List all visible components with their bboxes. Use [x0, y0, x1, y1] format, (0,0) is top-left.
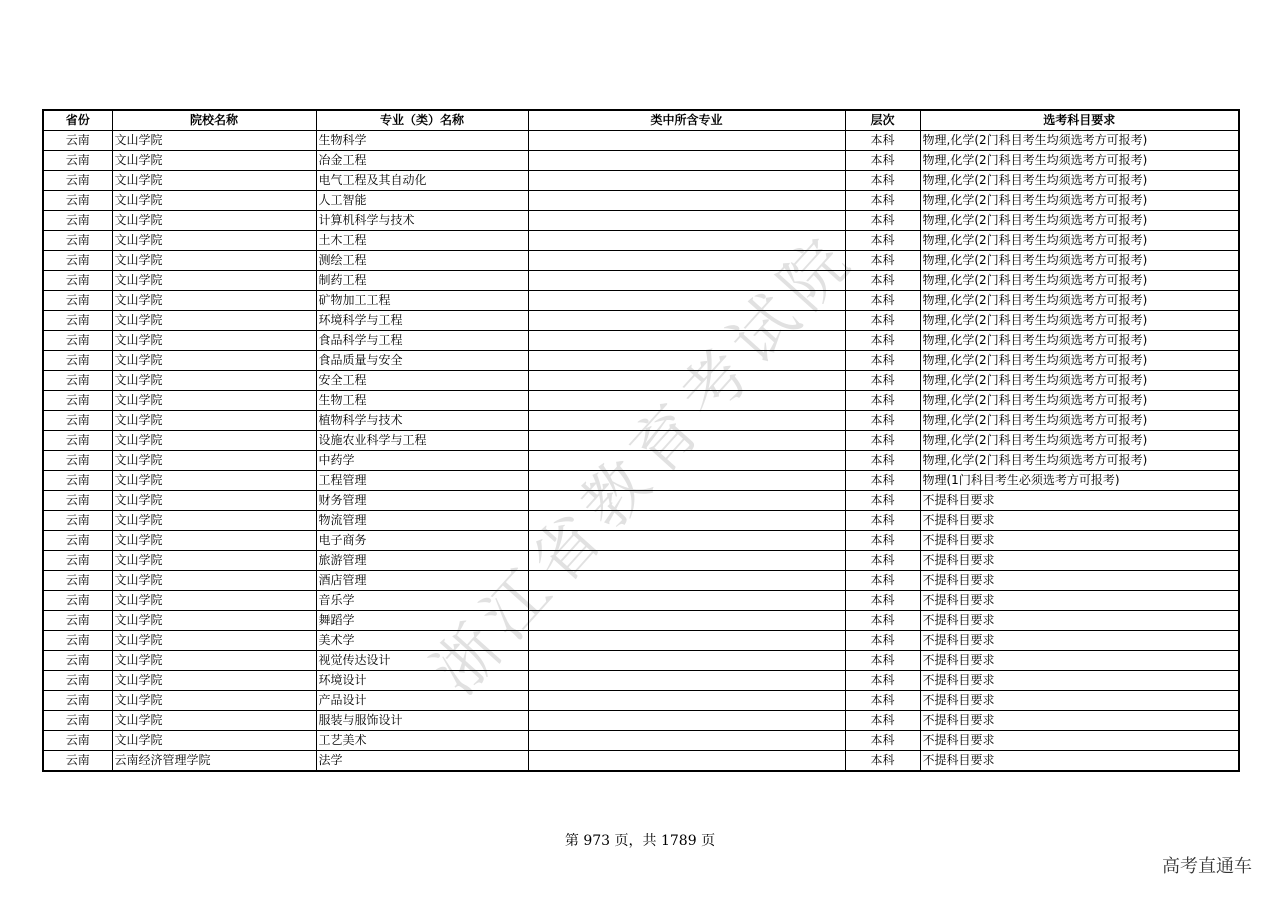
cell-level: 本科 — [845, 251, 920, 271]
cell-school: 文山学院 — [112, 411, 316, 431]
cell-major: 环境科学与工程 — [316, 311, 528, 331]
cell-subject-requirement: 物理,化学(2门科目考生均须选考方可报考) — [920, 211, 1239, 231]
cell-level: 本科 — [845, 471, 920, 491]
table-row — [43, 751, 1239, 772]
cell-major: 工艺美术 — [316, 731, 528, 751]
table-row — [43, 691, 1239, 711]
table-row — [43, 511, 1239, 531]
cell-major: 计算机科学与技术 — [316, 211, 528, 231]
cell-included-majors — [528, 131, 845, 151]
table-row — [43, 411, 1239, 431]
cell-province: 云南 — [43, 351, 112, 371]
cell-major: 人工智能 — [316, 191, 528, 211]
cell-level: 本科 — [845, 451, 920, 471]
cell-included-majors — [528, 371, 845, 391]
cell-major: 土木工程 — [316, 231, 528, 251]
cell-major: 中药学 — [316, 451, 528, 471]
cell-included-majors — [528, 251, 845, 271]
cell-subject-requirement: 不提科目要求 — [920, 711, 1239, 731]
cell-school: 文山学院 — [112, 471, 316, 491]
cell-school: 文山学院 — [112, 691, 316, 711]
cell-included-majors — [528, 491, 845, 511]
cell-included-majors — [528, 591, 845, 611]
cell-province: 云南 — [43, 671, 112, 691]
cell-school: 文山学院 — [112, 451, 316, 471]
cell-province: 云南 — [43, 311, 112, 331]
cell-level: 本科 — [845, 231, 920, 251]
cell-included-majors — [528, 331, 845, 351]
cell-level: 本科 — [845, 511, 920, 531]
table-row — [43, 531, 1239, 551]
cell-province: 云南 — [43, 391, 112, 411]
cell-school: 文山学院 — [112, 351, 316, 371]
cell-included-majors — [528, 711, 845, 731]
cell-subject-requirement: 物理,化学(2门科目考生均须选考方可报考) — [920, 331, 1239, 351]
table-row — [43, 231, 1239, 251]
cell-school: 文山学院 — [112, 531, 316, 551]
cell-major: 电气工程及其自动化 — [316, 171, 528, 191]
cell-province: 云南 — [43, 451, 112, 471]
cell-subject-requirement: 不提科目要求 — [920, 631, 1239, 651]
cell-subject-requirement: 物理,化学(2门科目考生均须选考方可报考) — [920, 271, 1239, 291]
cell-province: 云南 — [43, 691, 112, 711]
cell-subject-requirement: 物理,化学(2门科目考生均须选考方可报考) — [920, 231, 1239, 251]
cell-province: 云南 — [43, 191, 112, 211]
cell-included-majors — [528, 651, 845, 671]
table-row — [43, 731, 1239, 751]
cell-subject-requirement: 不提科目要求 — [920, 491, 1239, 511]
cell-level: 本科 — [845, 431, 920, 451]
cell-subject-requirement: 物理,化学(2门科目考生均须选考方可报考) — [920, 311, 1239, 331]
cell-school: 文山学院 — [112, 311, 316, 331]
cell-subject-requirement: 物理,化学(2门科目考生均须选考方可报考) — [920, 451, 1239, 471]
cell-included-majors — [528, 391, 845, 411]
cell-province: 云南 — [43, 251, 112, 271]
cell-subject-requirement: 不提科目要求 — [920, 671, 1239, 691]
cell-included-majors — [528, 271, 845, 291]
cell-major: 音乐学 — [316, 591, 528, 611]
cell-province: 云南 — [43, 471, 112, 491]
cell-school: 文山学院 — [112, 671, 316, 691]
cell-school: 文山学院 — [112, 551, 316, 571]
header-province: 省份 — [43, 110, 112, 131]
cell-province: 云南 — [43, 511, 112, 531]
cell-included-majors — [528, 511, 845, 531]
cell-school: 文山学院 — [112, 371, 316, 391]
cell-major: 视觉传达设计 — [316, 651, 528, 671]
cell-included-majors — [528, 191, 845, 211]
table-row — [43, 611, 1239, 631]
cell-school: 文山学院 — [112, 651, 316, 671]
cell-school: 文山学院 — [112, 731, 316, 751]
cell-province: 云南 — [43, 571, 112, 591]
cell-school: 文山学院 — [112, 611, 316, 631]
cell-level: 本科 — [845, 491, 920, 511]
table-row — [43, 371, 1239, 391]
cell-level: 本科 — [845, 271, 920, 291]
cell-school: 文山学院 — [112, 711, 316, 731]
cell-school: 文山学院 — [112, 331, 316, 351]
cell-subject-requirement: 物理,化学(2门科目考生均须选考方可报考) — [920, 371, 1239, 391]
cell-major: 生物工程 — [316, 391, 528, 411]
cell-major: 工程管理 — [316, 471, 528, 491]
cell-major: 环境设计 — [316, 671, 528, 691]
cell-subject-requirement: 物理,化学(2门科目考生均须选考方可报考) — [920, 171, 1239, 191]
table-row — [43, 391, 1239, 411]
table-row — [43, 431, 1239, 451]
cell-province: 云南 — [43, 631, 112, 651]
cell-level: 本科 — [845, 591, 920, 611]
cell-province: 云南 — [43, 231, 112, 251]
cell-level: 本科 — [845, 211, 920, 231]
table-row — [43, 631, 1239, 651]
cell-major: 植物科学与技术 — [316, 411, 528, 431]
table-row — [43, 711, 1239, 731]
cell-major: 物流管理 — [316, 511, 528, 531]
cell-major: 电子商务 — [316, 531, 528, 551]
cell-major: 测绘工程 — [316, 251, 528, 271]
cell-school: 文山学院 — [112, 191, 316, 211]
cell-level: 本科 — [845, 131, 920, 151]
table-header-row — [43, 110, 1239, 131]
cell-subject-requirement: 物理,化学(2门科目考生均须选考方可报考) — [920, 391, 1239, 411]
header-included-majors: 类中所含专业 — [528, 110, 845, 131]
cell-subject-requirement: 不提科目要求 — [920, 551, 1239, 571]
cell-level: 本科 — [845, 711, 920, 731]
cell-level: 本科 — [845, 291, 920, 311]
cell-province: 云南 — [43, 431, 112, 451]
cell-province: 云南 — [43, 551, 112, 571]
cell-included-majors — [528, 151, 845, 171]
cell-included-majors — [528, 611, 845, 631]
cell-included-majors — [528, 751, 845, 772]
cell-school: 文山学院 — [112, 571, 316, 591]
cell-included-majors — [528, 411, 845, 431]
cell-major: 服装与服饰设计 — [316, 711, 528, 731]
cell-included-majors — [528, 691, 845, 711]
table-row — [43, 451, 1239, 471]
cell-level: 本科 — [845, 551, 920, 571]
cell-province: 云南 — [43, 491, 112, 511]
cell-included-majors — [528, 211, 845, 231]
cell-subject-requirement: 不提科目要求 — [920, 731, 1239, 751]
cell-school: 文山学院 — [112, 131, 316, 151]
table-row — [43, 151, 1239, 171]
table-row — [43, 211, 1239, 231]
table-row — [43, 551, 1239, 571]
cell-included-majors — [528, 471, 845, 491]
table-row — [43, 251, 1239, 271]
cell-school: 文山学院 — [112, 391, 316, 411]
cell-major: 财务管理 — [316, 491, 528, 511]
cell-major: 产品设计 — [316, 691, 528, 711]
table-row — [43, 171, 1239, 191]
cell-subject-requirement: 不提科目要求 — [920, 531, 1239, 551]
cell-level: 本科 — [845, 351, 920, 371]
cell-level: 本科 — [845, 411, 920, 431]
cell-level: 本科 — [845, 691, 920, 711]
cell-subject-requirement: 不提科目要求 — [920, 691, 1239, 711]
cell-subject-requirement: 物理,化学(2门科目考生均须选考方可报考) — [920, 431, 1239, 451]
cell-province: 云南 — [43, 371, 112, 391]
cell-province: 云南 — [43, 751, 112, 772]
cell-school: 文山学院 — [112, 431, 316, 451]
cell-level: 本科 — [845, 371, 920, 391]
cell-major: 旅游管理 — [316, 551, 528, 571]
cell-subject-requirement: 物理,化学(2门科目考生均须选考方可报考) — [920, 351, 1239, 371]
cell-subject-requirement: 物理(1门科目考生必须选考方可报考) — [920, 471, 1239, 491]
cell-major: 美术学 — [316, 631, 528, 651]
cell-level: 本科 — [845, 531, 920, 551]
cell-major: 制药工程 — [316, 271, 528, 291]
cell-included-majors — [528, 551, 845, 571]
table-row — [43, 591, 1239, 611]
cell-province: 云南 — [43, 291, 112, 311]
cell-included-majors — [528, 451, 845, 471]
cell-level: 本科 — [845, 651, 920, 671]
cell-subject-requirement: 不提科目要求 — [920, 611, 1239, 631]
cell-major: 冶金工程 — [316, 151, 528, 171]
cell-level: 本科 — [845, 731, 920, 751]
cell-province: 云南 — [43, 151, 112, 171]
table-row — [43, 351, 1239, 371]
cell-included-majors — [528, 231, 845, 251]
cell-province: 云南 — [43, 591, 112, 611]
cell-level: 本科 — [845, 571, 920, 591]
cell-subject-requirement: 不提科目要求 — [920, 651, 1239, 671]
cell-subject-requirement: 物理,化学(2门科目考生均须选考方可报考) — [920, 131, 1239, 151]
cell-level: 本科 — [845, 191, 920, 211]
cell-major: 矿物加工工程 — [316, 291, 528, 311]
cell-school: 文山学院 — [112, 271, 316, 291]
table-row — [43, 331, 1239, 351]
table-row — [43, 271, 1239, 291]
cell-included-majors — [528, 431, 845, 451]
cell-level: 本科 — [845, 611, 920, 631]
watermark: 浙江省教育考试院 — [418, 219, 871, 709]
cell-province: 云南 — [43, 271, 112, 291]
header-school: 院校名称 — [112, 110, 316, 131]
cell-included-majors — [528, 671, 845, 691]
cell-subject-requirement: 不提科目要求 — [920, 591, 1239, 611]
cell-province: 云南 — [43, 711, 112, 731]
cell-level: 本科 — [845, 171, 920, 191]
cell-province: 云南 — [43, 611, 112, 631]
cell-major: 设施农业科学与工程 — [316, 431, 528, 451]
cell-included-majors — [528, 631, 845, 651]
cell-level: 本科 — [845, 631, 920, 651]
cell-school: 文山学院 — [112, 591, 316, 611]
cell-level: 本科 — [845, 751, 920, 772]
table-row — [43, 471, 1239, 491]
cell-school: 云南经济管理学院 — [112, 751, 316, 772]
table-row — [43, 311, 1239, 331]
cell-province: 云南 — [43, 531, 112, 551]
header-major: 专业（类）名称 — [316, 110, 528, 131]
cell-subject-requirement: 不提科目要求 — [920, 571, 1239, 591]
cell-school: 文山学院 — [112, 251, 316, 271]
cell-included-majors — [528, 571, 845, 591]
cell-province: 云南 — [43, 131, 112, 151]
table-row — [43, 571, 1239, 591]
header-level: 层次 — [845, 110, 920, 131]
cell-level: 本科 — [845, 391, 920, 411]
cell-school: 文山学院 — [112, 511, 316, 531]
cell-province: 云南 — [43, 651, 112, 671]
table-row — [43, 191, 1239, 211]
cell-level: 本科 — [845, 671, 920, 691]
cell-included-majors — [528, 531, 845, 551]
cell-major: 食品科学与工程 — [316, 331, 528, 351]
table-row — [43, 491, 1239, 511]
cell-subject-requirement: 物理,化学(2门科目考生均须选考方可报考) — [920, 411, 1239, 431]
cell-level: 本科 — [845, 331, 920, 351]
cell-major: 舞蹈学 — [316, 611, 528, 631]
cell-school: 文山学院 — [112, 491, 316, 511]
cell-included-majors — [528, 171, 845, 191]
header-subject-requirement: 选考科目要求 — [920, 110, 1239, 131]
table-row — [43, 131, 1239, 151]
cell-major: 酒店管理 — [316, 571, 528, 591]
cell-included-majors — [528, 731, 845, 751]
page-number: 第 973 页，共 1789 页 — [564, 833, 716, 849]
table-row — [43, 651, 1239, 671]
cell-school: 文山学院 — [112, 171, 316, 191]
cell-subject-requirement: 不提科目要求 — [920, 511, 1239, 531]
subject-requirements-table — [42, 109, 1240, 772]
cell-school: 文山学院 — [112, 231, 316, 251]
cell-subject-requirement: 物理,化学(2门科目考生均须选考方可报考) — [920, 151, 1239, 171]
cell-school: 文山学院 — [112, 211, 316, 231]
brand-label: 高考直通车 — [1162, 856, 1252, 877]
cell-province: 云南 — [43, 411, 112, 431]
cell-province: 云南 — [43, 211, 112, 231]
cell-major: 生物科学 — [316, 131, 528, 151]
table-row — [43, 291, 1239, 311]
cell-subject-requirement: 物理,化学(2门科目考生均须选考方可报考) — [920, 191, 1239, 211]
cell-subject-requirement: 物理,化学(2门科目考生均须选考方可报考) — [920, 291, 1239, 311]
cell-school: 文山学院 — [112, 151, 316, 171]
cell-province: 云南 — [43, 731, 112, 751]
cell-subject-requirement: 不提科目要求 — [920, 751, 1239, 772]
cell-major: 食品质量与安全 — [316, 351, 528, 371]
cell-level: 本科 — [845, 311, 920, 331]
cell-included-majors — [528, 311, 845, 331]
cell-level: 本科 — [845, 151, 920, 171]
cell-included-majors — [528, 351, 845, 371]
table-row — [43, 671, 1239, 691]
cell-major: 安全工程 — [316, 371, 528, 391]
cell-major: 法学 — [316, 751, 528, 772]
cell-subject-requirement: 物理,化学(2门科目考生均须选考方可报考) — [920, 251, 1239, 271]
cell-province: 云南 — [43, 171, 112, 191]
cell-included-majors — [528, 291, 845, 311]
cell-school: 文山学院 — [112, 291, 316, 311]
cell-school: 文山学院 — [112, 631, 316, 651]
cell-province: 云南 — [43, 331, 112, 351]
